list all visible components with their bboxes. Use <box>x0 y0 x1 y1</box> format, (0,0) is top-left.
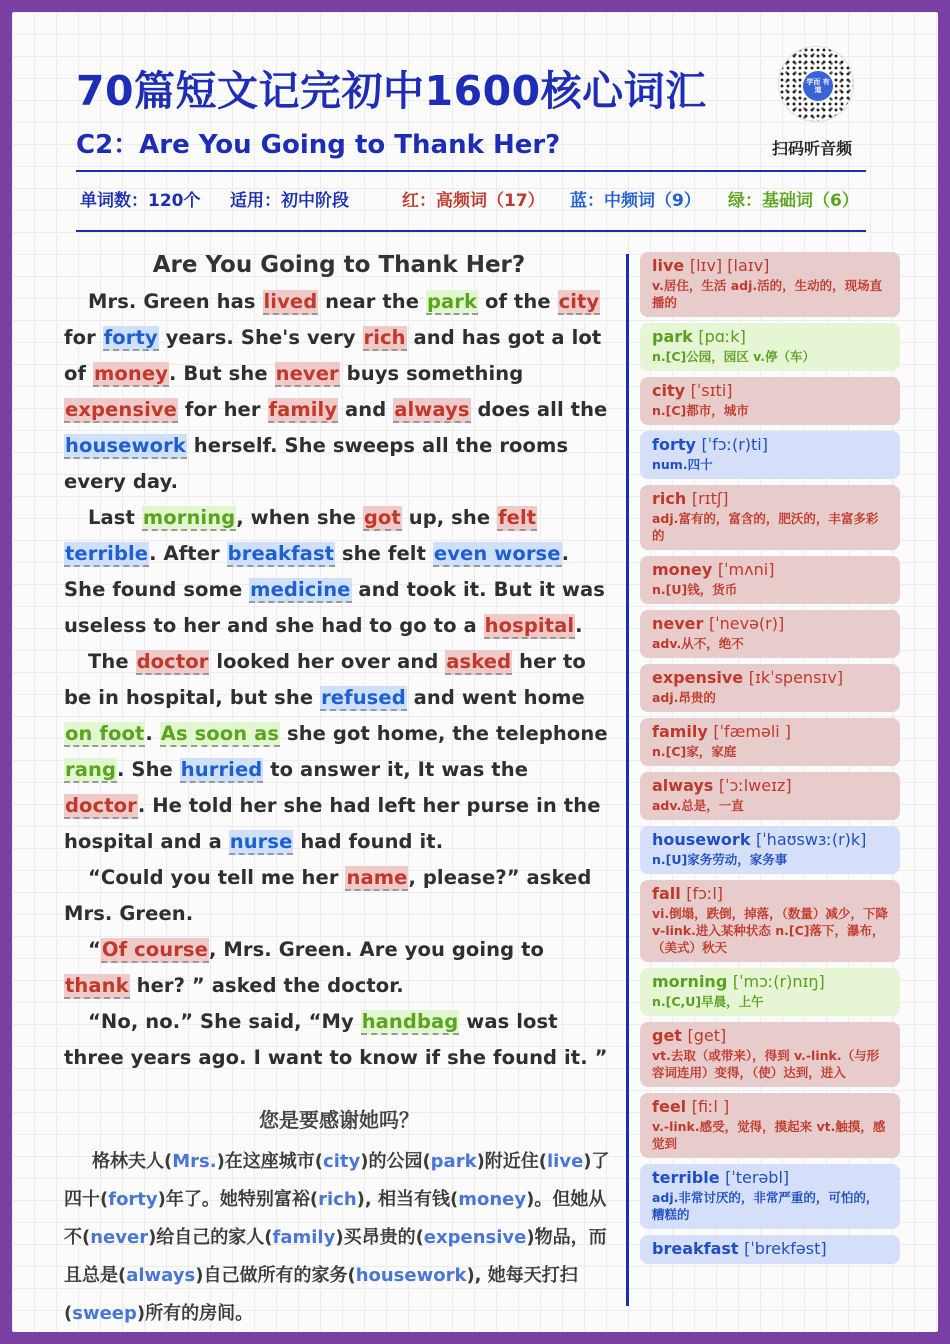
vocab-highlight[interactable]: asked <box>446 650 512 673</box>
legend-red: 红：高频词（17） <box>402 191 545 211</box>
story-text-run: for <box>64 326 103 349</box>
story-text-run: was lost three years ago. I want to know if she found it. ” <box>64 1010 608 1069</box>
vocab-word: fall <box>652 884 687 903</box>
translation-keyword: city <box>323 1151 361 1172</box>
vocab-word: always <box>652 776 719 795</box>
vocab-word: forty <box>652 435 702 454</box>
vocab-highlight[interactable]: handbag <box>361 1010 459 1033</box>
vocab-highlight[interactable]: refused <box>321 686 406 709</box>
story-text-run: The <box>88 650 136 673</box>
story-text <box>64 284 614 1076</box>
story-text-run: . <box>575 614 583 637</box>
vocab-highlight[interactable]: park <box>426 290 478 313</box>
vocab-highlight[interactable]: doctor <box>136 650 209 673</box>
vocab-word: family <box>652 722 714 741</box>
vocab-word-line <box>652 1239 888 1258</box>
vocab-card[interactable] <box>640 252 900 317</box>
level: 适用：初中阶段 <box>230 191 349 211</box>
vocab-phonetic: [fɔːl] <box>686 884 724 903</box>
story-text-run: “No, no.” She said, “My <box>88 1010 361 1033</box>
translation-keyword: rich <box>318 1189 357 1210</box>
translation-text-run: )的公园( <box>360 1151 431 1172</box>
story-text-run: years. She's very <box>158 326 363 349</box>
vocab-word: terrible <box>652 1168 726 1187</box>
translation-text-run: )了四十( <box>64 1151 610 1210</box>
translation-keyword: family <box>272 1227 336 1248</box>
vocab-phonetic: [ˈmʌni] <box>717 560 775 579</box>
vocab-highlight[interactable]: hurried <box>180 758 263 781</box>
vocab-word-line <box>652 614 888 633</box>
vocab-card[interactable] <box>640 968 900 1016</box>
story-text-run: and <box>338 398 394 421</box>
story-text-run: , please?” asked Mrs. Green. <box>64 866 592 925</box>
vocab-highlight[interactable]: As soon as <box>160 722 280 745</box>
translation-keyword: live <box>547 1151 584 1172</box>
vocab-highlight[interactable]: housework <box>65 434 186 457</box>
vocab-highlight[interactable]: nurse <box>229 830 293 853</box>
vocab-highlight[interactable]: breakfast <box>227 542 335 565</box>
legend-blue: 蓝：中频词（9） <box>570 191 701 211</box>
vocab-definition: num.四十 <box>652 457 713 472</box>
vocab-word-line <box>652 256 888 275</box>
vocab-highlight[interactable]: city <box>558 290 600 313</box>
vocab-word: get <box>652 1026 688 1045</box>
vocab-definition: adv.从不，绝不 <box>652 636 744 651</box>
vocab-highlight[interactable]: felt <box>498 506 537 529</box>
vocab-word-line <box>652 560 888 579</box>
translation-text-run: )买昂贵的( <box>335 1227 424 1248</box>
vocab-card[interactable] <box>640 664 900 712</box>
translation-keyword: park <box>430 1151 477 1172</box>
story-text-run: Mrs. Green has <box>88 290 263 313</box>
vocab-phonetic: [ˈfæməli ] <box>713 722 792 741</box>
vocab-definition: v.居住，生活 adj.活的，生动的，现场直播的 <box>652 278 883 310</box>
story-text-run: . She found some <box>64 542 570 601</box>
story-text-run: . <box>145 722 160 745</box>
story-text-run: . He told her she had left her purse in the hospital and a <box>64 794 601 853</box>
vocab-definition: vi.倒塌，跌倒，掉落，（数量）减少，下降 v-link.进入某种状态 n.[C]落下，瀑布，（美式）秋天 <box>652 906 888 955</box>
story-text-run: her to be in hospital, but she <box>64 650 586 709</box>
story-text-run: had found it. <box>293 830 444 853</box>
story-text-run: she got home, the telephone <box>280 722 608 745</box>
vocab-definition: n.[C,U]早晨，上午 <box>652 994 764 1009</box>
translation-text-run: 格林夫人( <box>92 1151 173 1172</box>
vocab-phonetic: [ˈbrekfəst] <box>744 1239 827 1258</box>
vocab-definition: v.-link.感受，觉得，摸起来 vt.触摸，感觉到 <box>652 1119 886 1151</box>
vocab-phonetic: [pɑːk] <box>698 327 746 346</box>
story-text-run: . But she <box>169 362 275 385</box>
page-title: 70篇短文记完初中1600核心词汇 <box>76 67 707 115</box>
vocab-phonetic: [ˈhaʊswɜː(r)k] <box>756 830 867 849</box>
vocab-word-line <box>652 884 888 903</box>
vocab-word: feel <box>652 1097 692 1116</box>
translation-keyword: always <box>126 1265 196 1286</box>
vocab-word-line <box>652 722 888 741</box>
vocab-definition: n.[C]都市，城市 <box>652 403 749 418</box>
vocab-phonetic: [fiːl ] <box>691 1097 730 1116</box>
vocab-card[interactable] <box>640 323 900 371</box>
vocab-highlight[interactable]: medicine <box>250 578 351 601</box>
vocab-highlight[interactable]: never <box>275 362 339 385</box>
vocab-highlight[interactable]: rang <box>65 758 117 781</box>
vocab-word-line <box>652 668 888 687</box>
vocab-word-line <box>652 830 888 849</box>
story-text-run: of the <box>478 290 558 313</box>
vocab-card[interactable] <box>640 485 900 550</box>
vocab-word-line <box>652 381 888 400</box>
vocab-highlight[interactable]: doctor <box>65 794 137 817</box>
story-text-run: looked her over and <box>209 650 446 673</box>
translation-text-run: )物品，而且总是( <box>64 1227 607 1286</box>
vocab-card[interactable] <box>640 772 900 820</box>
vocab-highlight[interactable]: Of course <box>101 938 208 961</box>
story-text-run: for her <box>178 398 268 421</box>
vocab-phonetic: [lɪv] [laɪv] <box>689 256 770 275</box>
story-text-run: . After <box>149 542 227 565</box>
vocab-phonetic: [ˈfɔː(r)ti] <box>701 435 768 454</box>
story-column <box>64 252 614 1333</box>
vocab-word: money <box>652 560 718 579</box>
vocab-card[interactable] <box>640 718 900 766</box>
translation-text-run: )在这座城市( <box>216 1151 324 1172</box>
vocab-card[interactable] <box>640 826 900 874</box>
vocab-highlight[interactable]: thank <box>65 974 129 997</box>
qr-code[interactable] <box>778 46 854 122</box>
story-text-run: “Could you tell me her <box>88 866 346 889</box>
story-text-run: near the <box>318 290 426 313</box>
translation-keyword: forty <box>108 1189 158 1210</box>
translation-text-run: )。但她从不( <box>64 1189 607 1248</box>
qr-caption: 扫码听音频 <box>772 139 853 158</box>
translation-keyword: never <box>90 1227 149 1248</box>
vocab-word: city <box>652 381 691 400</box>
vocab-word: park <box>652 327 699 346</box>
story-paragraph <box>64 644 614 860</box>
vocab-definition: vt.去取（或带来），得到 v.-link.（与形容词连用）变得，（使）达到，进入 <box>652 1048 880 1080</box>
vocab-card[interactable] <box>640 1235 900 1264</box>
vocab-phonetic: [ˈterəbl] <box>725 1168 790 1187</box>
vocab-phonetic: [rɪtʃ] <box>691 489 729 508</box>
vocab-card[interactable] <box>640 431 900 479</box>
vocab-definition: n.[U]家务劳动，家务事 <box>652 852 788 867</box>
vocab-highlight[interactable]: lived <box>263 290 318 313</box>
vocab-card[interactable] <box>640 377 900 425</box>
translation-text-run: )附近住( <box>476 1151 548 1172</box>
vocab-highlight[interactable]: forty <box>103 326 158 349</box>
vocab-highlight[interactable]: family <box>268 398 338 421</box>
translation-title: 您是要感谢她吗？ <box>259 1108 419 1132</box>
vocab-highlight[interactable]: rich <box>363 326 406 349</box>
vocab-phonetic: [get] <box>687 1026 727 1045</box>
story-text-run: , when she <box>236 506 363 529</box>
story-text-run: buys something <box>339 362 524 385</box>
vocab-highlight[interactable]: morning <box>142 506 236 529</box>
story-text-run: , Mrs. Green. Are you going to <box>208 938 545 961</box>
vocab-card[interactable] <box>640 610 900 658</box>
translation-text <box>64 1143 614 1333</box>
vocab-word: rich <box>652 489 692 508</box>
vocab-highlight[interactable]: expensive <box>65 398 177 421</box>
vocab-definition: adj.昂贵的 <box>652 690 716 705</box>
translation-text-run: )给自己的家人( <box>148 1227 273 1248</box>
vocab-definition: n.[C]公园，园区 v.停（车） <box>652 349 815 364</box>
vocab-word-line <box>652 435 888 454</box>
story-text-run: herself. She sweeps all the rooms every day. <box>64 434 569 493</box>
vocab-phonetic: [ɪkˈspensɪv] <box>748 668 844 687</box>
vocab-phonetic: [ˈɔːlweɪz] <box>718 776 792 795</box>
vocab-highlight[interactable]: got <box>363 506 401 529</box>
story-text-run: and has got a lot of <box>64 326 602 385</box>
vocab-phonetic: [ˈmɔː(r)nɪŋ] <box>732 972 825 991</box>
vocab-card[interactable] <box>640 880 900 962</box>
translation-paragraph <box>64 1143 614 1333</box>
translation-keyword: expensive <box>423 1227 527 1248</box>
vocab-word: expensive <box>652 668 749 687</box>
vocab-word: housework <box>652 830 757 849</box>
translation-keyword: Mrs. <box>172 1151 217 1172</box>
vocab-card[interactable] <box>640 556 900 604</box>
vocab-word: breakfast <box>652 1239 745 1258</box>
vocab-highlight[interactable]: terrible <box>65 542 149 565</box>
story-text-run: Last <box>88 506 142 529</box>
story-paragraph <box>64 500 614 644</box>
story-paragraph <box>64 1004 614 1076</box>
vocab-highlight[interactable]: name <box>346 866 408 889</box>
vocab-word-line <box>652 327 888 346</box>
story-text-run: up, she <box>401 506 498 529</box>
vocab-definition: n.[C]家，家庭 <box>652 744 737 759</box>
vocab-word: morning <box>652 972 733 991</box>
header-rule <box>76 170 866 172</box>
vocab-word-line <box>652 1026 888 1045</box>
translation-keyword: housework <box>355 1265 467 1286</box>
translation-text-run: ), 相当有钱( <box>356 1189 459 1210</box>
vocab-phonetic: [ˈsɪti] <box>690 381 733 400</box>
vocab-definition: adj.非常讨厌的，非常严重的，可怕的，糟糕的 <box>652 1190 879 1222</box>
vocab-highlight[interactable]: money <box>93 362 169 385</box>
vocab-highlight[interactable]: always <box>394 398 470 421</box>
vocab-card[interactable] <box>640 1164 900 1229</box>
vocab-word: live <box>652 256 690 275</box>
vocab-list <box>640 252 900 1270</box>
vocab-highlight[interactable]: even worse <box>433 542 561 565</box>
story-paragraph <box>64 932 614 1004</box>
word-count: 单词数：120个 <box>80 191 201 211</box>
vocab-definition: adj.富有的，富含的，肥沃的，丰富多彩的 <box>652 511 879 543</box>
vocab-definition: n.[U]钱，货币 <box>652 582 738 597</box>
vocab-phonetic: [ˈnevə(r)] <box>708 614 785 633</box>
info-rule <box>76 230 866 232</box>
translation-text-run: )所有的房间。 <box>136 1303 254 1324</box>
vocab-word-line <box>652 489 888 508</box>
story-text-run: “ <box>88 938 101 961</box>
page <box>12 12 938 1332</box>
vocab-definition: adv.总是，一直 <box>652 798 744 813</box>
story-text-run: does all the <box>470 398 608 421</box>
translation-text-run: )自己做所有的家务( <box>195 1265 356 1286</box>
column-divider <box>626 254 629 1306</box>
vocab-highlight[interactable]: hospital <box>484 614 575 637</box>
vocab-word-line <box>652 972 888 991</box>
story-title: Are You Going to Thank Her? <box>152 252 526 278</box>
translation-text-run: )年了。她特别富裕( <box>157 1189 319 1210</box>
vocab-highlight[interactable]: on foot <box>65 722 145 745</box>
vocab-word: never <box>652 614 709 633</box>
legend-green: 绿：基础词（6） <box>728 191 859 211</box>
translation-keyword: sweep <box>72 1303 137 1324</box>
vocab-card[interactable] <box>640 1093 900 1158</box>
translation-text-run: ), 她每天打扫( <box>64 1265 578 1324</box>
vocab-card[interactable] <box>640 1022 900 1087</box>
story-text-run: her? ” asked the doctor. <box>129 974 404 997</box>
story-text-run: and went home <box>406 686 585 709</box>
story-paragraph <box>64 284 614 500</box>
vocab-word-line <box>652 776 888 795</box>
translation-keyword: money <box>458 1189 527 1210</box>
story-text-run: and took it. But it was useless to her and she had to go to a <box>64 578 605 637</box>
vocab-word-line <box>652 1168 888 1187</box>
qr-logo: 学而 有道 <box>801 69 835 103</box>
story-text-run: to answer it, It was the <box>263 758 529 781</box>
story-paragraph <box>64 860 614 932</box>
story-text-run: she felt <box>335 542 433 565</box>
lesson-subtitle: C2：Are You Going to Thank Her? <box>76 130 561 160</box>
vocab-word-line <box>652 1097 888 1116</box>
story-text-run: . She <box>117 758 180 781</box>
